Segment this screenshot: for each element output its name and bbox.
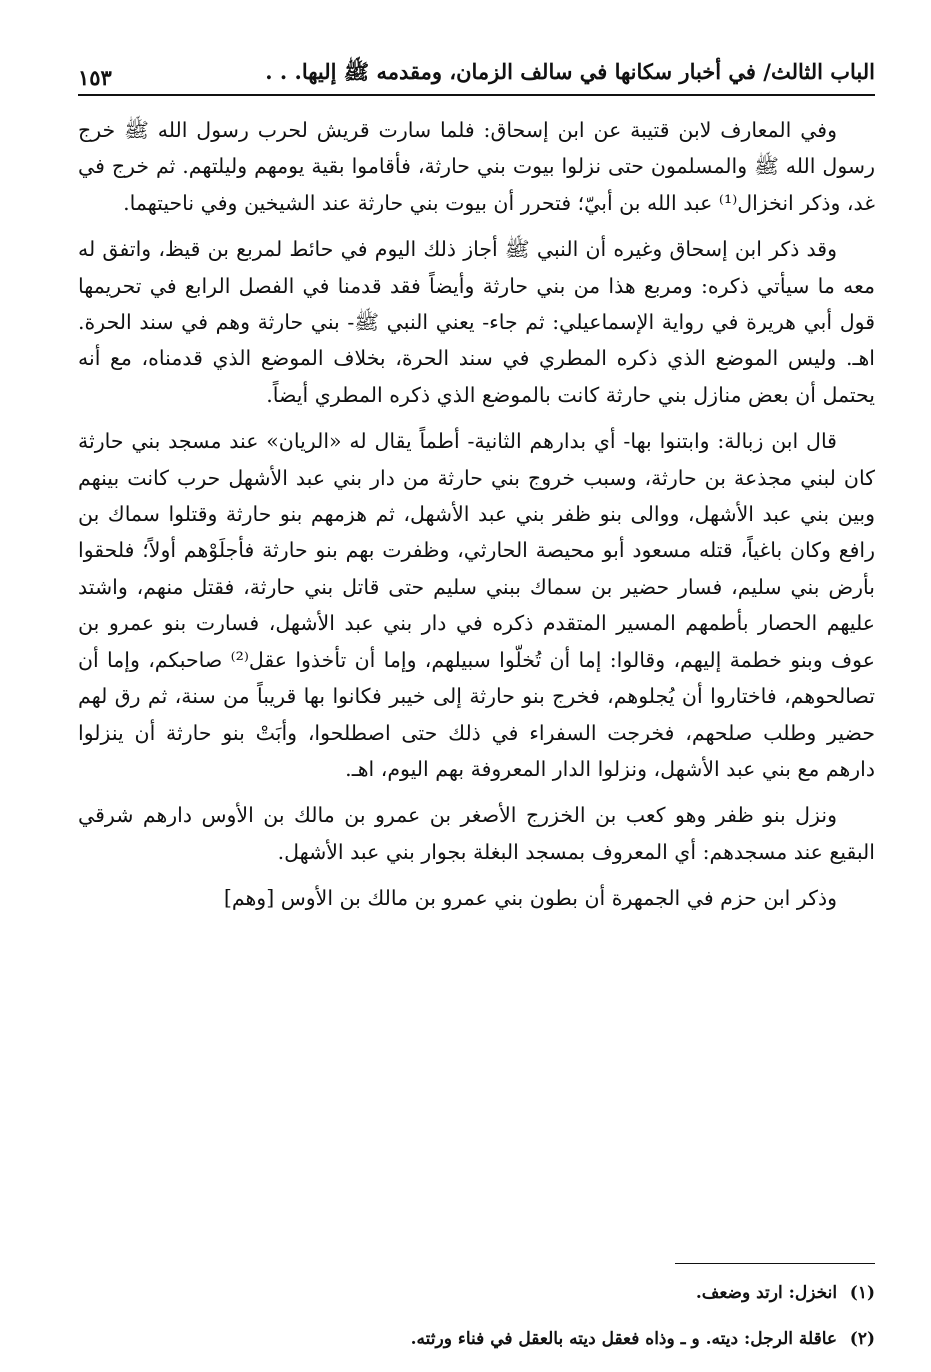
footnote-text: انخزل: ارتد وضعف. xyxy=(695,1283,838,1303)
footnote-rule xyxy=(675,1263,875,1264)
footnote xyxy=(78,1280,875,1306)
footnote-number: (٢) xyxy=(849,1329,875,1349)
running-header xyxy=(78,50,875,90)
running-title: الباب الثالث/ في أخبار سكانها في سالف الزمان، ومقدمه ﷺ إليها. . . xyxy=(265,59,875,84)
footnote-text: عاقلة الرجل: ديته. و ـ وذاه فعقل ديته بالعقل في فناء ورثته. xyxy=(410,1329,838,1349)
footnote xyxy=(78,1326,875,1352)
page-number: ١٥٣ xyxy=(78,65,112,90)
paragraph: وقد ذكر ابن إسحاق وغيره أن النبي ﷺ أجاز ذلك اليوم في حائط لمربع بن قيظ، واتفق له معه ما سيأتي ذكره: ومربع هذا من بني حارثة وأيضاً فقد قدمنا في الفصل الرابع في تحريمها قول أبي هريرة في رواية الإسماعيلي: ثم جاء- يعني النبي ﷺ- بني حارثة وهم في سند الحرة. اهـ. وليس الموضع الذي ذكره المطري في سند الحرة، بخلاف الموضع الذي قدمناه، مع أنه يحتمل أن بعض منازل بني حارثة كانت بالموضع الذي ذكره المطري أيضاً. xyxy=(78,237,875,407)
main-text xyxy=(78,112,875,927)
header-rule xyxy=(78,94,875,96)
paragraph: قال ابن زبالة: وابتنوا بها- أي بدارهم الثانية- أطماً يقال له «الريان» عند مسجد بني حارثة كان لبني مجذعة بن حارثة، وسبب خروج بني حارثة من دار بني عبد الأشهل حرب كانت بينهم وبين بني عبد الأشهل، ووالى بنو ظفر بني عبد الأشهل، ثم هزمهم بنو حارثة وقتلوا سماك بن رافع وكان باغياً، قتله مسعود أبو محيصة الحارثي، وظفرت بهم بنو حارثة فأجلَوْهم أولاً؛ فلحقوا بأرض بني سليم، فسار حضير بن سماك ببني سليم حتى قاتل بني حارثة، فقتل منهم، واشتد عليهم الحصار بأطمهم المسير المتقدم ذكره في دار بني عبد الأشهل، فسارت بنو عمرو بن عوف وبنو خطمة إليهم، وقالوا: إما أن تُخلّوا سبيلهم، وإما أن تأخذوا عقل⁽²⁾ صاحبكم، وإما أن تصالحوهم، فاختاروا أن يُجلوهم، فخرج بنو حارثة إلى خيبر فكانوا بها قريباً من سنة، ثم رق لهم حضير وطلب صلحهم، فخرجت السفراء في ذلك حتى اصطلحوا، وأبَتْ بنو حارثة أن ينزلوا دارهم مع بني عبد الأشهل، ونزلوا الدار المعروفة بهم اليوم، اهـ. xyxy=(78,429,875,781)
footnotes xyxy=(78,1280,875,1372)
paragraph: وفي المعارف لابن قتيبة عن ابن إسحاق: فلما سارت قريش لحرب رسول الله ﷺ خرج رسول الله ﷺ والمسلمون حتى نزلوا بيوت بني حارثة، فأقاموا بقية يومهم وليلتهم. ثم خرج في غد، وذكر انخزال⁽¹⁾ عبد الله بن أبيّ؛ فتحرر أن بيوت بني حارثة عند الشيخين وفي ناحيتهما. xyxy=(78,118,875,215)
footnote-number: (١) xyxy=(849,1283,875,1303)
paragraph: ونزل بنو ظفر وهو كعب بن الخزرج الأصغر بن عمرو بن مالك بن الأوس دارهم شرقي البقيع عند مسجدهم: أي المعروف بمسجد البغلة بجوار بني عبد الأشهل. xyxy=(78,803,875,864)
book-page xyxy=(78,50,875,1349)
paragraph: وذكر ابن حزم في الجمهرة أن بطون بني عمرو بن مالك بن الأوس [وهم] xyxy=(223,886,837,911)
